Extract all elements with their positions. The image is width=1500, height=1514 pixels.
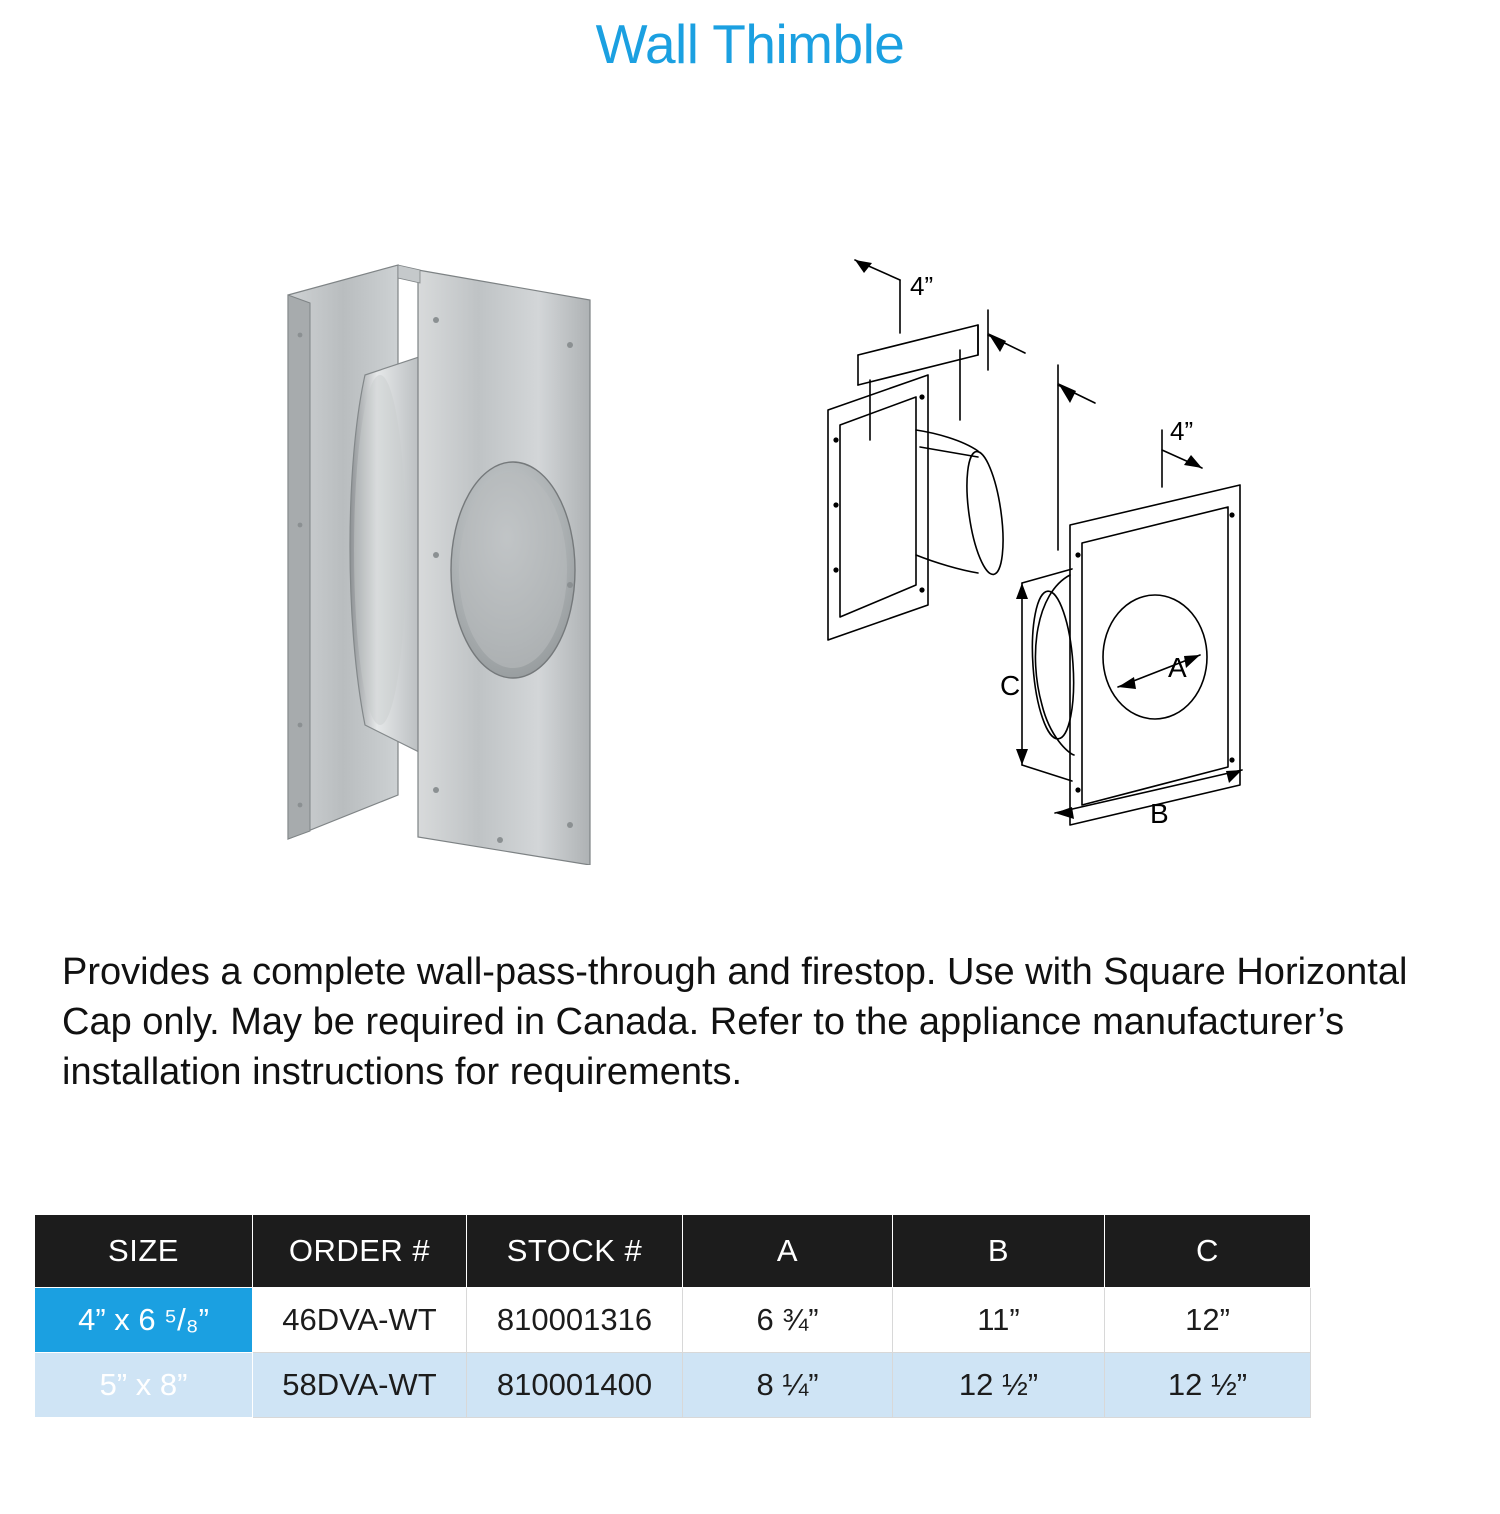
cell-a: 6 ¾” bbox=[683, 1288, 893, 1353]
dimension-label-depth-bottom: 4” bbox=[1170, 415, 1194, 446]
cell-stock: 810001400 bbox=[467, 1353, 683, 1418]
cell-stock: 810001316 bbox=[467, 1288, 683, 1353]
dimension-label-depth-top: 4” bbox=[910, 270, 934, 301]
dimension-label-a: A bbox=[1168, 651, 1187, 683]
column-header-stock: STOCK # bbox=[467, 1215, 683, 1288]
product-description: Provides a complete wall-pass-through and firestop. Use with Square Horizontal Cap only. May be required in Canada. Refer to the appliance manufacturer’s installation instructions for requirements. bbox=[62, 951, 1408, 1094]
dimension-label-b: B bbox=[1150, 797, 1169, 829]
cell-size: 4” x 6 ⁵/₈” bbox=[35, 1288, 253, 1353]
cell-order: 58DVA-WT bbox=[253, 1353, 467, 1418]
table-header-row bbox=[35, 1215, 1311, 1288]
cell-c: 12 ½” bbox=[1105, 1353, 1311, 1418]
cell-b: 12 ½” bbox=[893, 1353, 1105, 1418]
cell-a: 8 ¼” bbox=[683, 1353, 893, 1418]
column-header-a: A bbox=[683, 1215, 893, 1288]
table-row bbox=[35, 1288, 1311, 1353]
cell-c: 12” bbox=[1105, 1288, 1311, 1353]
table-row bbox=[35, 1353, 1311, 1418]
column-header-size: SIZE bbox=[35, 1215, 253, 1288]
column-header-b: B bbox=[893, 1215, 1105, 1288]
wall-thimble-line-drawing bbox=[810, 225, 1320, 865]
cell-order: 46DVA-WT bbox=[253, 1288, 467, 1353]
cell-size: 5” x 8” bbox=[35, 1353, 253, 1418]
wall-thimble-photo bbox=[270, 225, 630, 865]
page-title: Wall Thimble bbox=[595, 13, 905, 75]
cell-b: 11” bbox=[893, 1288, 1105, 1353]
figure-area bbox=[0, 75, 1500, 829]
column-header-c: C bbox=[1105, 1215, 1311, 1288]
dimension-label-c: C bbox=[1000, 669, 1021, 701]
specifications-table bbox=[34, 1214, 1311, 1418]
column-header-order: ORDER # bbox=[253, 1215, 467, 1288]
